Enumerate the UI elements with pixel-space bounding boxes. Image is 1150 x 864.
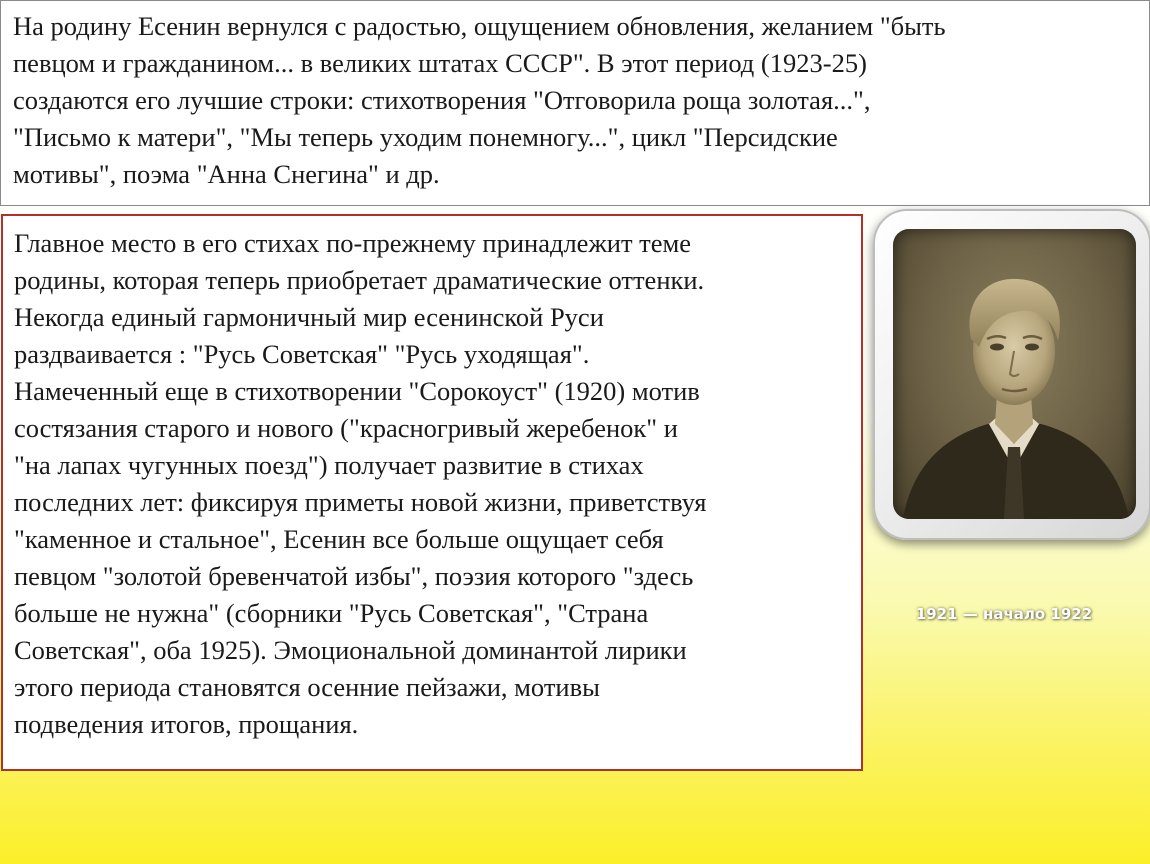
portrait-illustration xyxy=(893,229,1136,519)
portrait-frame xyxy=(873,209,1150,540)
portrait-photo xyxy=(893,229,1136,519)
intro-paragraph: На родину Есенин вернулся с радостью, ощущением обновления, желанием "быть певцом и гражданином... в великих штатах СССР". В этот период (1923-25) создаются его лучшие строки: стихотворения "Отговорила роща золотая...", "Письмо к матери", "Мы теперь уходим понемногу...", цикл "Персидские мотивы", поэма "Анна Снегина" и др. xyxy=(13,11,946,189)
intro-text-box xyxy=(0,0,1150,206)
main-text-box xyxy=(1,214,863,771)
main-paragraph: Главное место в его стихах по-прежнему принадлежит теме родины, которая теперь приобретает драматические оттенки. Некогда единый гармоничный мир есенинской Руси раздваивается : "Русь Советская" "Русь уходящая". Намеченный еще в стихотворении "Сорокоуст" (1920) мотив состязания старого и нового ("красногривый жеребенок" и "на лапах чугунных поезд") получает развитие в стихах последних лет: фиксируя приметы новой жизни, приветствуя "каменное и стальное", Есенин все больше ощущает себя певцом "золотой бревенчатой избы", поэзия которого "здесь больше не нужна" (сборники "Русь Советская", "Страна Советская", оба 1925). Эмоциональной доминантой лирики этого периода становятся осенние пейзажи, мотивы подведения итогов, прощания. xyxy=(14,228,707,739)
photo-caption: 1921 — начало 1922 xyxy=(915,605,1093,623)
